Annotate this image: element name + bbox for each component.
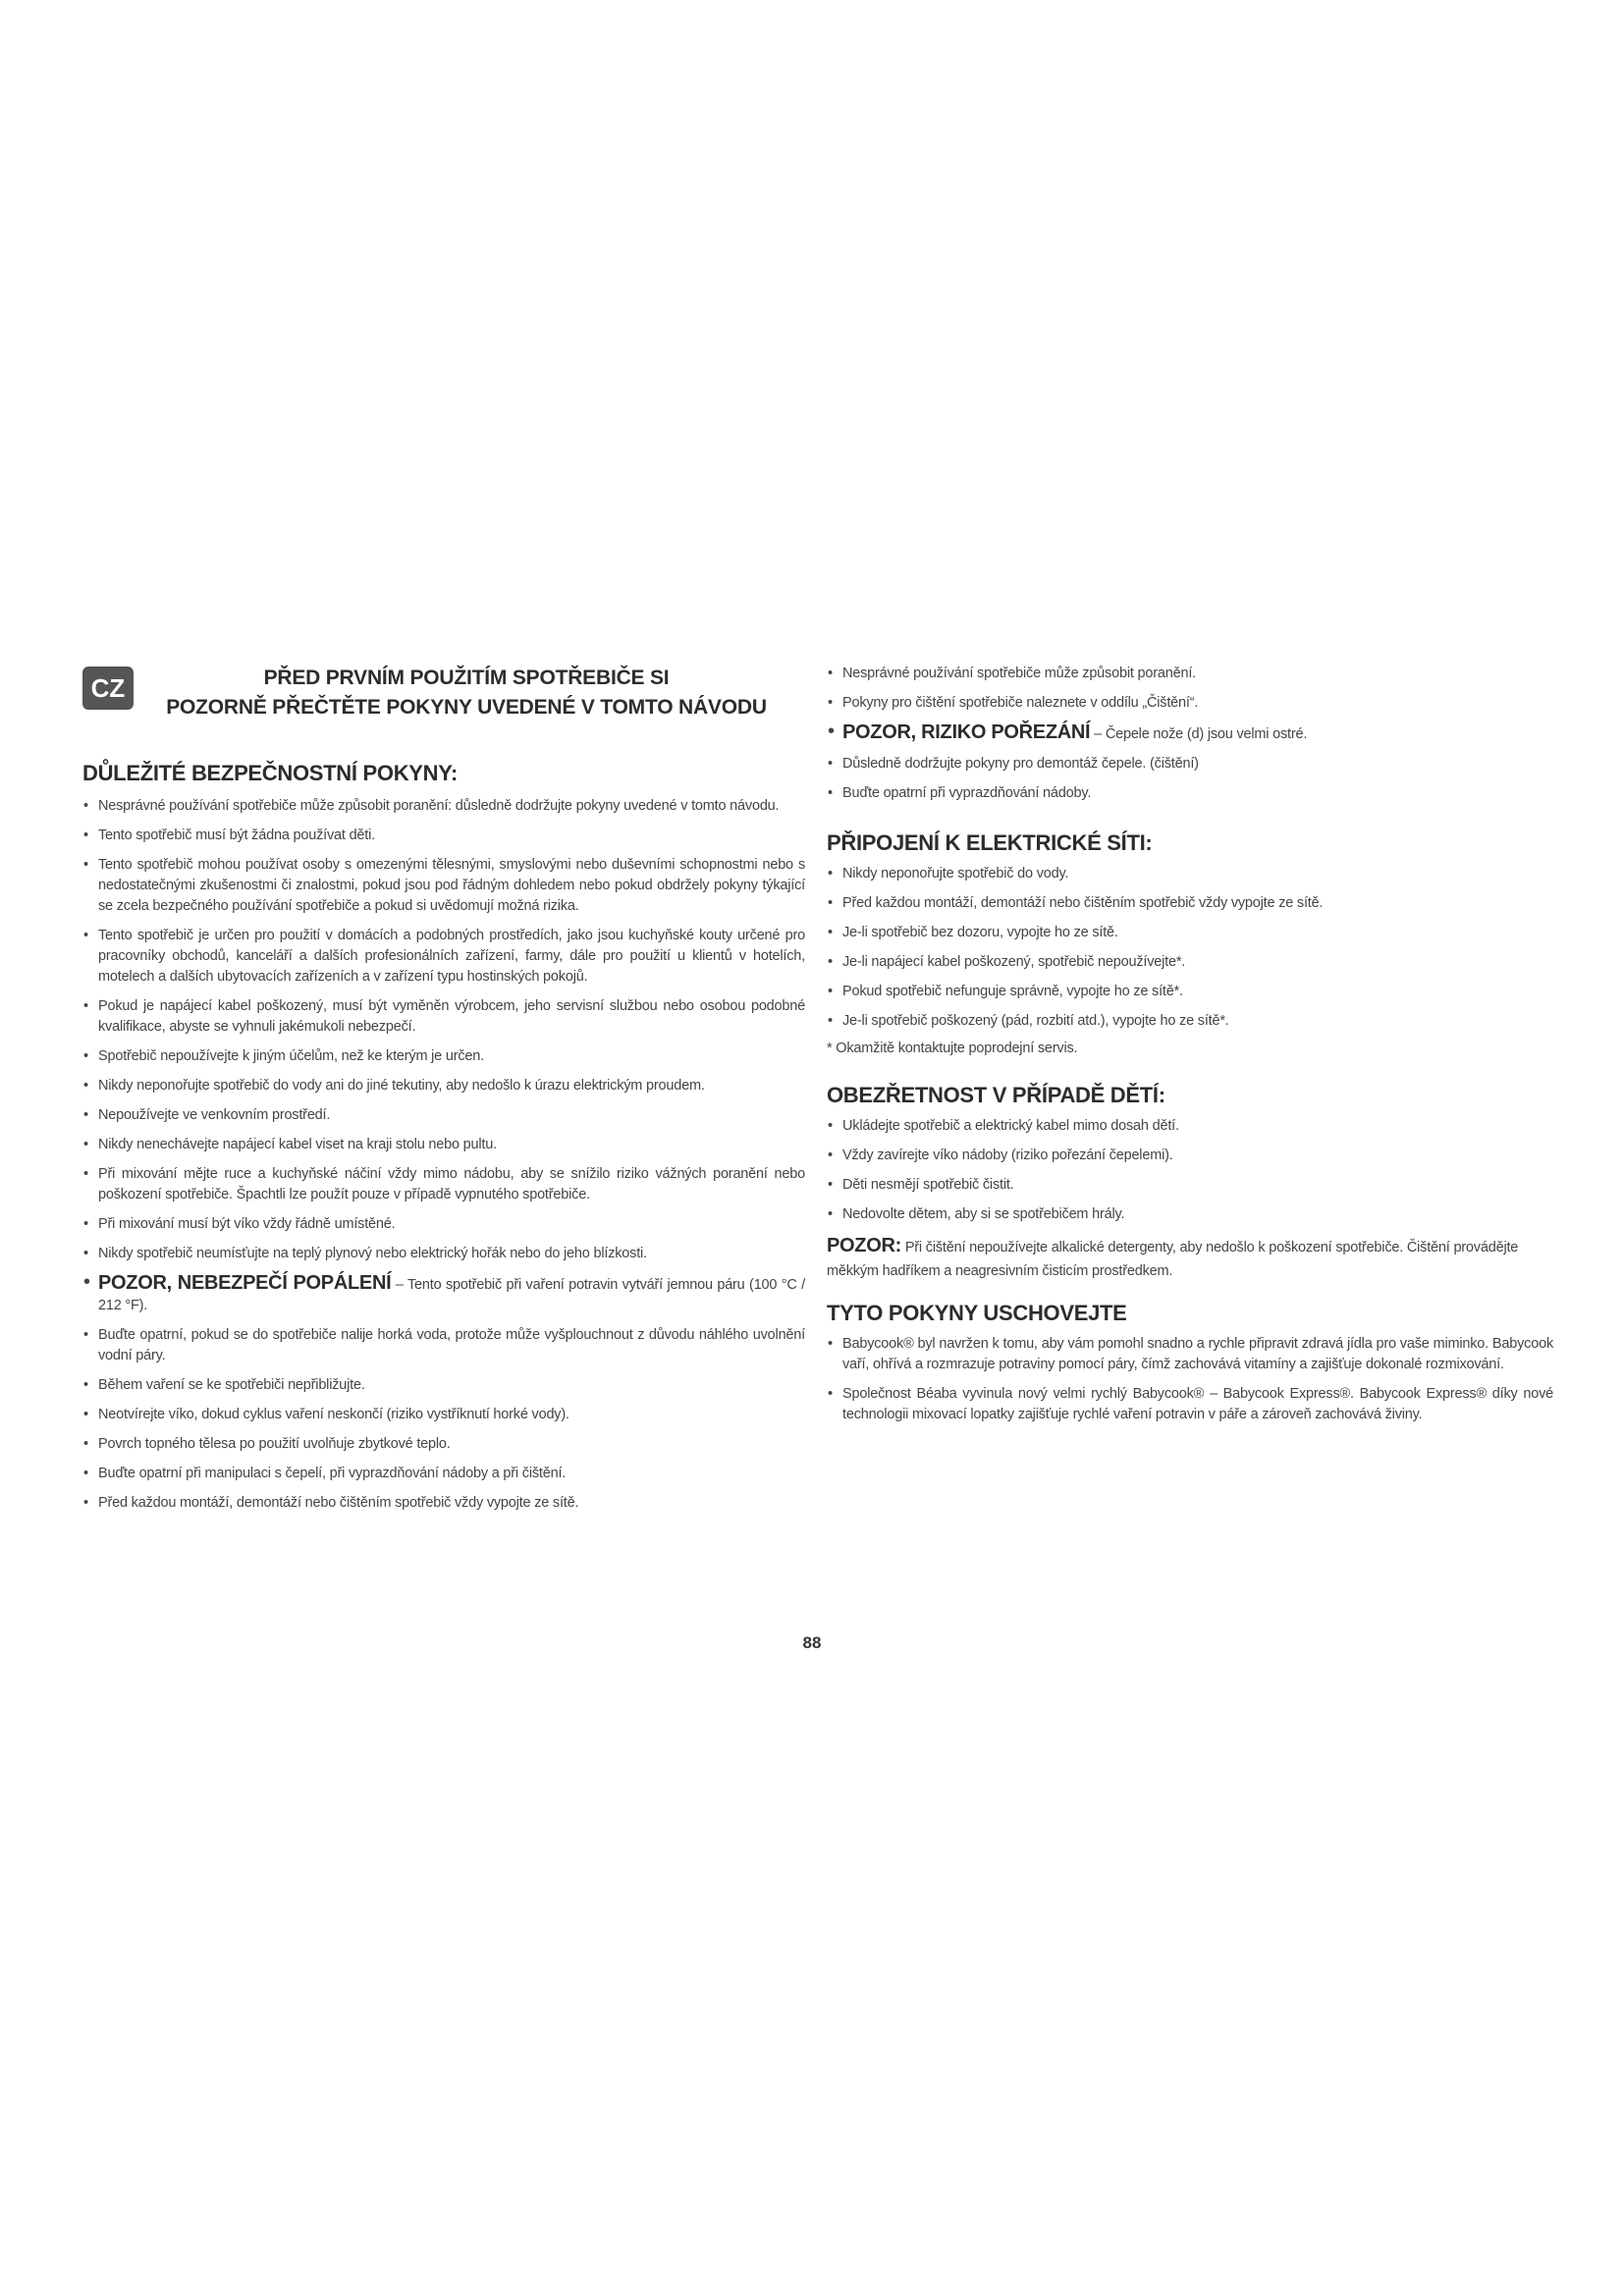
list-item: • Nikdy spotřebič neumísťujte na teplý plynový nebo elektrický hořák nebo do jeho blízkosti. (82, 1244, 805, 1264)
list-item: • Při mixování mějte ruce a kuchyňské náčiní vždy mimo nádobu, aby se snížilo riziko vážných poranění nebo poškození spotřebiče. Špachtli lze použít pouze v případě vypnutého spotřebiče. (82, 1164, 805, 1205)
right-column (827, 664, 1553, 1434)
list-item: • Před každou montáží, demontáží nebo čištěním spotřebič vždy vypojte ze sítě. (82, 1493, 805, 1514)
children-heading: OBEZŘETNOST V PŘÍPADĚ DĚTÍ: (827, 1083, 1165, 1107)
list-item: • Pokyny pro čištění spotřebiče naleznete v oddílu „Čištění“. (827, 693, 1553, 714)
list-item: • Tento spotřebič musí být žádna používat děti. (82, 826, 805, 846)
list-item: • Buďte opatrní, pokud se do spotřebiče nalije horká voda, protože může vyšplouchnout z důvodu náhlého uvolnění vodní páry. (82, 1325, 805, 1366)
cleaning-warning (827, 1234, 1553, 1283)
list-item: • Spotřebič nepoužívejte k jiným účelům, než ke kterým je určen. (82, 1046, 805, 1067)
list-item: • Tento spotřebič mohou používat osoby s omezenými tělesnými, smyslovými nebo duševními schopnostmi nebo s nedostatečnými zkušenostmi či znalostmi, pokud jsou pod řádným dohledem nebo pokud obdržely pokyny týkající se zcela bezpečného používání spotřebiče a pokud si uvědomují možná rizika. (82, 855, 805, 917)
list-item: • Buďte opatrní při manipulaci s čepelí, při vyprazdňování nádoby a při čištění. (82, 1464, 805, 1484)
safety-list (82, 796, 805, 1514)
title-line-2: POZORNĚ PŘEČTĚTE POKYNY UVEDENÉ V TOMTO NÁVODU (166, 696, 767, 719)
list-item: • Povrch topného tělesa po použití uvolňuje zbytkové teplo. (82, 1434, 805, 1455)
burn-warning-text: – Tento spotřebič při vaření potravin vytváří jemnou páru (100 °C / 212 °F). (98, 1277, 806, 1313)
cleaning-warning-text: Při čištění nepoužívejte alkalické detergenty, aby nedošlo k poškození spotřebiče. Čištění provádějte měkkým hadříkem a neagresivním čisticím prostředkem. (827, 1240, 1519, 1279)
electric-list (827, 864, 1553, 1032)
list-item: • Děti nesmějí spotřebič čistit. (827, 1175, 1553, 1196)
product-info-list (827, 1334, 1553, 1425)
list-item: • Neotvírejte víko, dokud cyklus vaření neskončí (riziko vystříknutí horké vody). (82, 1405, 805, 1425)
cut-warning-text: – Čepele nože (d) jsou velmi ostré. (1090, 726, 1308, 742)
page-title (147, 664, 785, 722)
list-item: • Nikdy neponořujte spotřebič do vody ani do jiné tekutiny, aby nedošlo k úrazu elektrickým proudem. (82, 1076, 805, 1096)
general-list (827, 664, 1553, 804)
list-item: • Nesprávné používání spotřebiče může způsobit poranění: důsledně dodržujte pokyny uvedené v tomto návodu. (82, 796, 805, 817)
list-item: • Ukládejte spotřebič a elektrický kabel mimo dosah dětí. (827, 1116, 1553, 1137)
list-item: • Pokud spotřebič nefunguje správně, vypojte ho ze sítě*. (827, 982, 1553, 1002)
cut-warning-label: POZOR, RIZIKO POŘEZÁNÍ (842, 721, 1091, 743)
list-item: • Před každou montáží, demontáží nebo čištěním spotřebič vždy vypojte ze sítě. (827, 893, 1553, 914)
burn-warning-item (82, 1273, 805, 1316)
list-item: • Pokud je napájecí kabel poškozený, musí být vyměněn výrobcem, jeho servisní službou nebo osobou podobné kvalifikace, abyste se vyhnuli jakémukoli nebezpečí. (82, 996, 805, 1038)
list-item: • Buďte opatrní při vyprazdňování nádoby. (827, 783, 1553, 804)
cleaning-warning-label: POZOR: (827, 1235, 901, 1256)
list-item: • Při mixování musí být víko vždy řádně umístěné. (82, 1214, 805, 1235)
children-list (827, 1116, 1553, 1225)
page-number: 88 (802, 1633, 822, 1652)
list-item: • Nepoužívejte ve venkovním prostředí. (82, 1105, 805, 1126)
list-item: • Tento spotřebič je určen pro použití v domácích a podobných prostředích, jako jsou kuchyňské kouty určené pro pracovníky obchodů, kanceláří a dalších profesionálních zařízení, farmy, dále pro použití u klientů v hotelích, motelech a dalších ubytovacích zařízeních a v zařízení typu hostinských pokojů. (82, 926, 805, 988)
list-item: • Důsledně dodržujte pokyny pro demontáž čepele. (čištění) (827, 754, 1553, 774)
list-item: • Nesprávné používání spotřebiče může způsobit poranění. (827, 664, 1553, 684)
list-item: • Je-li spotřebič poškozený (pád, rozbití atd.), vypojte ho ze sítě*. (827, 1011, 1553, 1032)
list-item: • Je-li napájecí kabel poškozený, spotřebič nepoužívejte*. (827, 952, 1553, 973)
cut-warning-item (827, 722, 1553, 745)
title-line-1: PŘED PRVNÍM POUŽITÍM SPOTŘEBIČE SI (263, 667, 670, 689)
list-item: • Během vaření se ke spotřebiči nepřibližujte. (82, 1375, 805, 1396)
list-item: • Je-li spotřebič bez dozoru, vypojte ho ze sítě. (827, 923, 1553, 943)
list-item: • Nikdy neponořujte spotřebič do vody. (827, 864, 1553, 884)
list-item: • Nikdy nenechávejte napájecí kabel viset na kraji stolu nebo pultu. (82, 1135, 805, 1155)
list-item: • Vždy zavírejte víko nádoby (riziko pořezání čepelemi). (827, 1146, 1553, 1166)
service-footnote: * Okamžitě kontaktujte poprodejní servis. (827, 1041, 1078, 1056)
burn-warning-label: POZOR, NEBEZPEČÍ POPÁLENÍ (98, 1272, 392, 1294)
language-badge: CZ (82, 667, 134, 710)
electric-heading: PŘIPOJENÍ K ELEKTRICKÉ SÍTI: (827, 830, 1153, 855)
keep-instructions-heading: TYTO POKYNY USCHOVEJTE (827, 1301, 1127, 1325)
safety-heading: DŮLEŽITÉ BEZPEČNOSTNÍ POKYNY: (82, 761, 459, 785)
list-item: • Společnost Béaba vyvinula nový velmi rychlý Babycook® – Babycook Express®. Babycook Express® díky nové technologii mixovací lopatky zajišťuje rychlé vaření potravin v páře a zároveň zachovává živiny. (827, 1384, 1553, 1425)
list-item: • Babycook® byl navržen k tomu, aby vám pomohl snadno a rychle připravit zdravá jídla pro vaše miminko. Babycook vaří, ohřívá a rozmrazuje potraviny pomocí páry, čímž zachovává vitamíny a zajišťuje dokonalé rozmixování. (827, 1334, 1553, 1375)
list-item: • Nedovolte dětem, aby si se spotřebičem hrály. (827, 1204, 1553, 1225)
left-column (82, 761, 805, 1522)
